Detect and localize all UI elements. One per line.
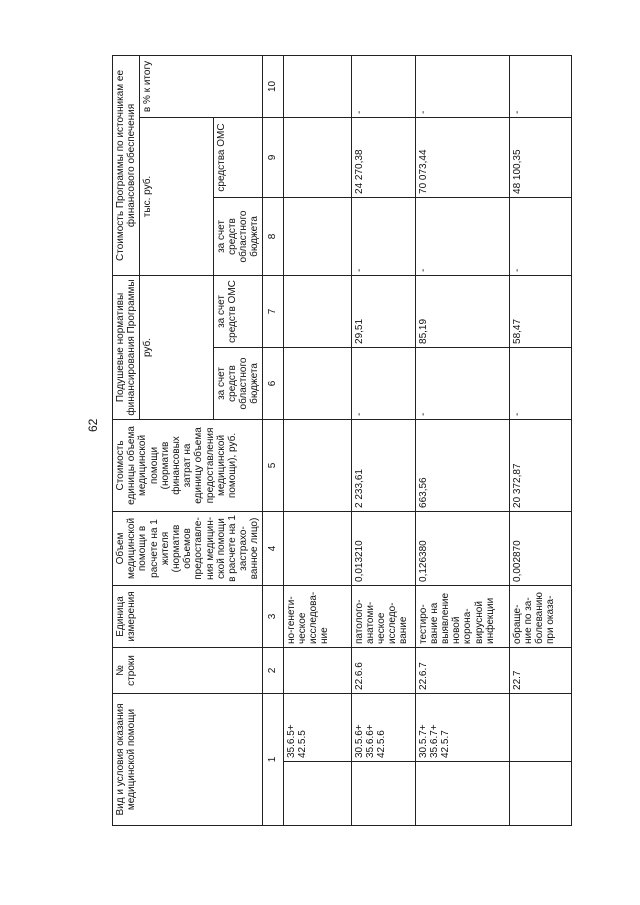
cell-type (351, 762, 415, 826)
header-volume: Объем медицинской помощи в расчете на 1 жителя (норматив объемов предоставле-ния медицин-ской помощи в расчете на 1 застрахо-ванное лицо) (113, 511, 263, 585)
header-program-cost-group: Стоимость Программы по источникам ее финансового обеспечения (113, 55, 140, 275)
cell-budget-cost: - (415, 197, 509, 275)
cell-row-refs (509, 693, 571, 761)
page-number: 62 (86, 418, 100, 432)
column-number-row (263, 55, 283, 825)
cell-unit: тестиро-вание на выявление новой корона-вирусной инфекции (415, 585, 509, 647)
cell-budget-cost: - (351, 197, 415, 275)
cell-row-refs: 30.5.7+ 35.6.7+ 42.5.7 (415, 693, 509, 761)
cell-budget: - (415, 347, 509, 419)
header-regional-budget-cost: за счет средств областного бюджета (213, 197, 263, 275)
cell-volume (283, 511, 351, 585)
header-type-conditions: Вид и условия оказания медицинской помощи (113, 693, 263, 825)
cell-row-number: 22.7 (509, 647, 571, 693)
cell-percent (283, 55, 351, 117)
cell-type (415, 762, 509, 826)
cell-budget-cost (283, 197, 351, 275)
cell-oms: 85,19 (415, 275, 509, 347)
cell-percent: - (509, 55, 571, 117)
cell-percent: - (351, 55, 415, 117)
cell-unit-cost: 20 372,87 (509, 419, 571, 511)
cell-oms (283, 275, 351, 347)
table-row (351, 55, 415, 825)
cell-unit: патолого-анатоми-ческое исследо-вание (351, 585, 415, 647)
cell-oms: 58,47 (509, 275, 571, 347)
cell-unit: но-генети-ческое исследова-ние (283, 585, 351, 647)
cell-row-refs: 30.5.6+ 35.6.6+ 42.5.6 (351, 693, 415, 761)
header-oms-cost: средства ОМС (213, 117, 263, 197)
cell-oms-cost: 70 073,44 (415, 117, 509, 197)
cell-budget-cost: - (509, 197, 571, 275)
cell-oms-cost (283, 117, 351, 197)
header-rub: руб. (140, 275, 213, 419)
cell-budget: - (509, 347, 571, 419)
cell-oms-cost: 48 100,35 (509, 117, 571, 197)
header-oms: за счет средств ОМС (213, 275, 263, 347)
column-number: 6 (263, 347, 283, 419)
cell-row-number: 22.6.7 (415, 647, 509, 693)
cell-type (283, 762, 351, 826)
table-row (415, 55, 509, 825)
column-number: 10 (263, 55, 283, 117)
header-per-capita-group: Подушевые нормативы финансирования Программы (113, 275, 140, 419)
cell-budget: - (351, 347, 415, 419)
column-number: 8 (263, 197, 283, 275)
table-row (509, 55, 571, 825)
cell-oms-cost: 24 270,38 (351, 117, 415, 197)
column-number: 7 (263, 275, 283, 347)
header-thous-rub: тыс. руб. (140, 117, 213, 275)
table-row (283, 55, 351, 825)
column-number: 5 (263, 419, 283, 511)
column-number: 3 (263, 585, 283, 647)
cell-oms: 29,51 (351, 275, 415, 347)
rotated-table-container (112, 56, 557, 826)
cell-percent: - (415, 55, 509, 117)
header-row-1 (113, 55, 140, 825)
cell-volume: 0,002870 (509, 511, 571, 585)
header-unit: Единица измерения (113, 585, 263, 647)
header-row-number: № строки (113, 647, 263, 693)
cell-budget (283, 347, 351, 419)
header-regional-budget: за счет средств областного бюджета (213, 347, 263, 419)
cell-unit-cost (283, 419, 351, 511)
column-number: 4 (263, 511, 283, 585)
cell-volume: 0,126380 (415, 511, 509, 585)
cell-unit: обраще-ние по за-болеванию при оказа- (509, 585, 571, 647)
cell-volume: 0,013210 (351, 511, 415, 585)
header-percent: в % к итогу (140, 55, 263, 117)
column-number: 1 (263, 693, 283, 825)
cell-type (509, 762, 571, 826)
cell-unit-cost: 663,56 (415, 419, 509, 511)
financing-table (112, 55, 572, 826)
cell-row-refs: 35.6.5+ 42.5.5 (283, 693, 351, 761)
column-number: 2 (263, 647, 283, 693)
column-number: 9 (263, 117, 283, 197)
cell-row-number: 22.6.6 (351, 647, 415, 693)
header-unit-cost: Стоимость единицы объема медицинской помощи (норматив финансовых затрат на единицу объема предоставления медицинской помощи), руб. (113, 419, 263, 511)
cell-row-number (283, 647, 351, 693)
cell-unit-cost: 2 233,61 (351, 419, 415, 511)
